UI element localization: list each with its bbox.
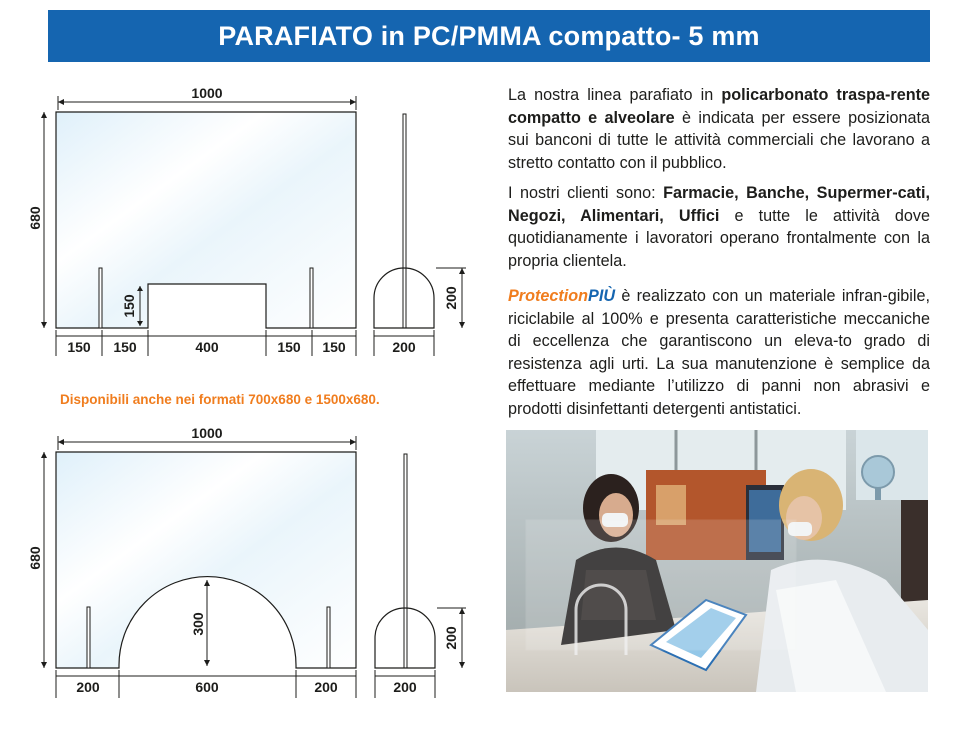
intro-text: La nostra linea parafiato in xyxy=(508,86,722,104)
height-label: 680 xyxy=(27,206,43,230)
segment-label: 150 xyxy=(277,339,301,355)
office-photo xyxy=(506,430,928,692)
brand-name: Protection xyxy=(508,287,589,305)
intro-bold: policarbonato traspa-rente compatto e alveolare xyxy=(508,86,930,127)
product-paragraph xyxy=(508,285,930,420)
segment-label: 600 xyxy=(195,679,219,695)
segment-label: 150 xyxy=(67,339,91,355)
segment-label: 150 xyxy=(113,339,137,355)
diagram-rectangular-opening xyxy=(0,70,480,370)
segment-label: 150 xyxy=(322,339,346,355)
diagram-arched-opening xyxy=(0,420,480,710)
segment-label: 400 xyxy=(195,339,219,355)
width-label: 1000 xyxy=(191,425,223,441)
brand-suffix: PIÙ xyxy=(588,287,616,305)
clients-bold: Farmacie, Banche, Supermer-cati, Negozi, Alimentari, Uffici xyxy=(508,184,930,225)
intro-text-end: è indicata per essere posizionata sui banconi di tutte le attività commerciali che lavorano a stretto contatto con il pubblico. xyxy=(508,108,930,172)
segment-label: 200 xyxy=(76,679,100,695)
product-text: è realizzato con un materiale infran-gibile, riciclabile al 100% e presenta caratteristiche meccaniche di eccellenza che garantiscono un eleva-to grado di resistenza agli urti. La sua manutenzione è semplice da effettuare mediante l’utilizzo di panni non abrasivi e prodotti disinfettanti detergenti antistatici. xyxy=(508,287,930,418)
width-label: 1000 xyxy=(191,85,223,101)
arch-height-label: 300 xyxy=(190,612,206,636)
clients-paragraph xyxy=(508,182,930,272)
clients-text-end: e tutte le attività dove quotidianamente i lavoratori operano frontalmente con la propria clientela. xyxy=(508,206,931,270)
opening-height-label: 150 xyxy=(121,294,137,318)
clients-text: I nostri clienti sono: xyxy=(508,184,664,202)
side-height-label: 200 xyxy=(443,626,459,650)
segment-label: 200 xyxy=(314,679,338,695)
side-height-label: 200 xyxy=(443,286,459,310)
page-title: PARAFIATO in PC/PMMA compatto- 5 mm xyxy=(48,10,930,62)
availability-note: Disponibili anche nei formati 700x680 e 1500x680. xyxy=(60,392,380,407)
intro-paragraph xyxy=(508,84,930,174)
height-label: 680 xyxy=(27,546,43,570)
side-width-label: 200 xyxy=(393,679,417,695)
side-width-label: 200 xyxy=(392,339,416,355)
